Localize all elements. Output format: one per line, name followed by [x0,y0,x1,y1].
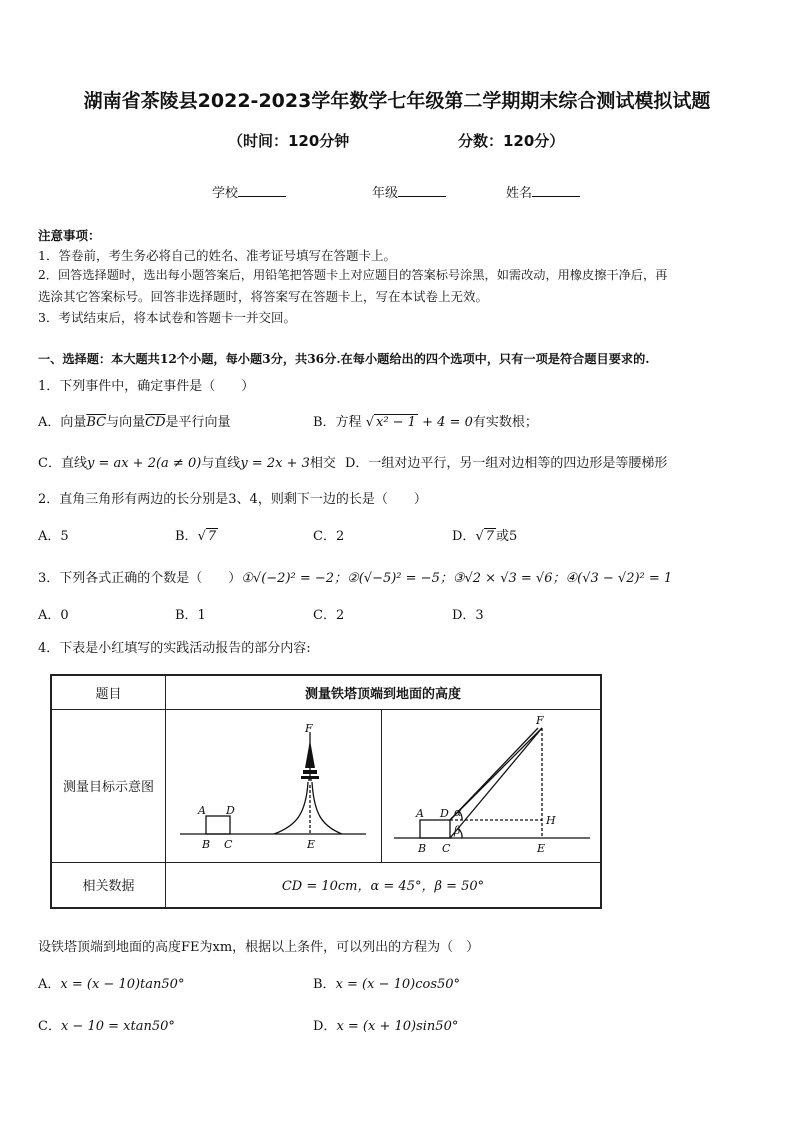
q1-stem: 1．下列事件中，确定事件是（ ） [38,379,255,394]
label-e: E [307,837,316,851]
vector-cd: $\overline{CD}$ [145,415,166,430]
q3-stem-line [38,567,672,586]
name-field[interactable] [506,182,580,201]
section-heading: 一、选择题：本大题共12个小题，每小题3分，共36分.在每小题给出的四个选项中，只有一项是符合题目要求的. [38,352,650,366]
label-a-2: A [416,806,424,820]
q3-option-b[interactable]: B．1 [175,608,206,623]
q2-option-c[interactable]: C．2 [313,529,345,544]
label-d-2: D [440,806,449,820]
school-label: 学校 [212,186,239,201]
q2-option-b[interactable]: B．√ 7 [175,529,217,544]
name-label: 姓名 [506,186,533,201]
diagram-right [382,709,602,862]
q2-option-d[interactable]: D．√ 7 或5 [452,529,518,544]
q3-expr-3: ③√2 × √3 = √6； [452,571,566,586]
q3-option-a[interactable]: A．0 [38,608,69,623]
label-c: C [224,837,233,851]
q3-option-c[interactable]: C．2 [313,608,345,623]
q4-option-c[interactable]: C．x − 10 = xtan50° [38,1019,175,1034]
angle-sketch [382,710,600,862]
label-e-2: E [537,841,546,855]
q2-stem: 2．直角三角形有两边的长分别是3、4，则剩下一边的长是（ ） [38,492,427,507]
tower-sketch [166,710,381,862]
label-c-2: C [442,841,451,855]
report-table [50,674,602,909]
diagram-left [166,709,382,862]
label-d: D [226,803,235,817]
label-b-2: B [418,841,427,855]
row-title-value: 测量铁塔顶端到地面的高度 [166,675,602,709]
school-field[interactable] [212,182,286,201]
grade-field[interactable] [372,182,446,201]
grade-label: 年级 [372,186,399,201]
q4-option-a[interactable]: A．x = (x − 10)tan50° [38,977,185,992]
q3-option-d[interactable]: D．3 [452,608,484,623]
notice-item-2: 2．回答选择题时，选出每小题答案后，用铅笔把答题卡上对应题目的答案标号涂黑，如需改动，用橡皮擦干净后，再 [38,268,668,282]
row-diagram-label: 测量目标示意图 [51,709,166,862]
label-h: H [546,813,556,827]
label-a: A [198,803,206,817]
exam-title: 湖南省茶陵县2022-2023学年数学七年级第二学期期末综合测试模拟试题 [83,90,711,112]
label-f: F [305,721,313,735]
q3-expr-2: ②(√−5)² = −5； [347,571,453,586]
notice-item-2-cont: 选涂其它答案标号。回答非选择题时，将答案写在答题卡上，写在本试卷上无效。 [38,289,489,304]
vector-bc: $\overline{BC}$ [86,415,107,430]
q1-option-a[interactable]: A．向量$\overline{BC}$与向量$\overline{CD}$是平行向量 [38,415,231,430]
q4-option-d[interactable]: D．x = (x + 10)sin50° [313,1019,459,1034]
q4-follow: 设铁塔顶端到地面的高度FE为xm，根据以上条件，可以列出的方程为（ ） [38,940,480,955]
q4-option-b[interactable]: B．x = (x − 10)cos50° [313,977,461,992]
notice-item-3: 3．考试结束后，将本试卷和答题卡一并交回。 [38,310,296,325]
q1-option-b[interactable]: B．方程 √ x² − 1 + 4 = 0有实数根； [313,415,538,430]
exam-score: 分数：120分） [458,132,565,150]
exam-time: （时间：120分钟 [228,132,350,150]
label-alpha: α [454,805,462,819]
label-b: B [202,837,211,851]
q3-expr-4: ④(√3 − √2)² = 1 [565,571,673,586]
row-data-label: 相关数据 [51,862,166,908]
notice-item-1: 1．答卷前，考生务必将自己的姓名、准考证号填写在答题卡上。 [38,248,396,263]
row-data-value: CD = 10cm，α = 45°，β = 50° [166,862,602,908]
q1-option-c[interactable]: C．直线y = ax + 2(a ≠ 0)与直线y = 2x + 3相交 [38,456,336,471]
label-f-2: F [536,713,544,727]
q1-option-d[interactable]: D．一组对边平行，另一组对边相等的四边形是等腰梯形 [345,456,668,471]
q2-option-a[interactable]: A．5 [38,529,69,544]
notice-heading: 注意事项： [38,228,101,243]
q4-stem: 4．下表是小红填写的实践活动报告的部分内容: [38,641,311,656]
q3-expr-1: ①√(−2)² = −2； [241,571,348,586]
row-title-label: 题目 [51,675,166,709]
label-beta: β [454,823,461,837]
q3-stem: 3．下列各式正确的个数是（ ） [38,571,242,586]
